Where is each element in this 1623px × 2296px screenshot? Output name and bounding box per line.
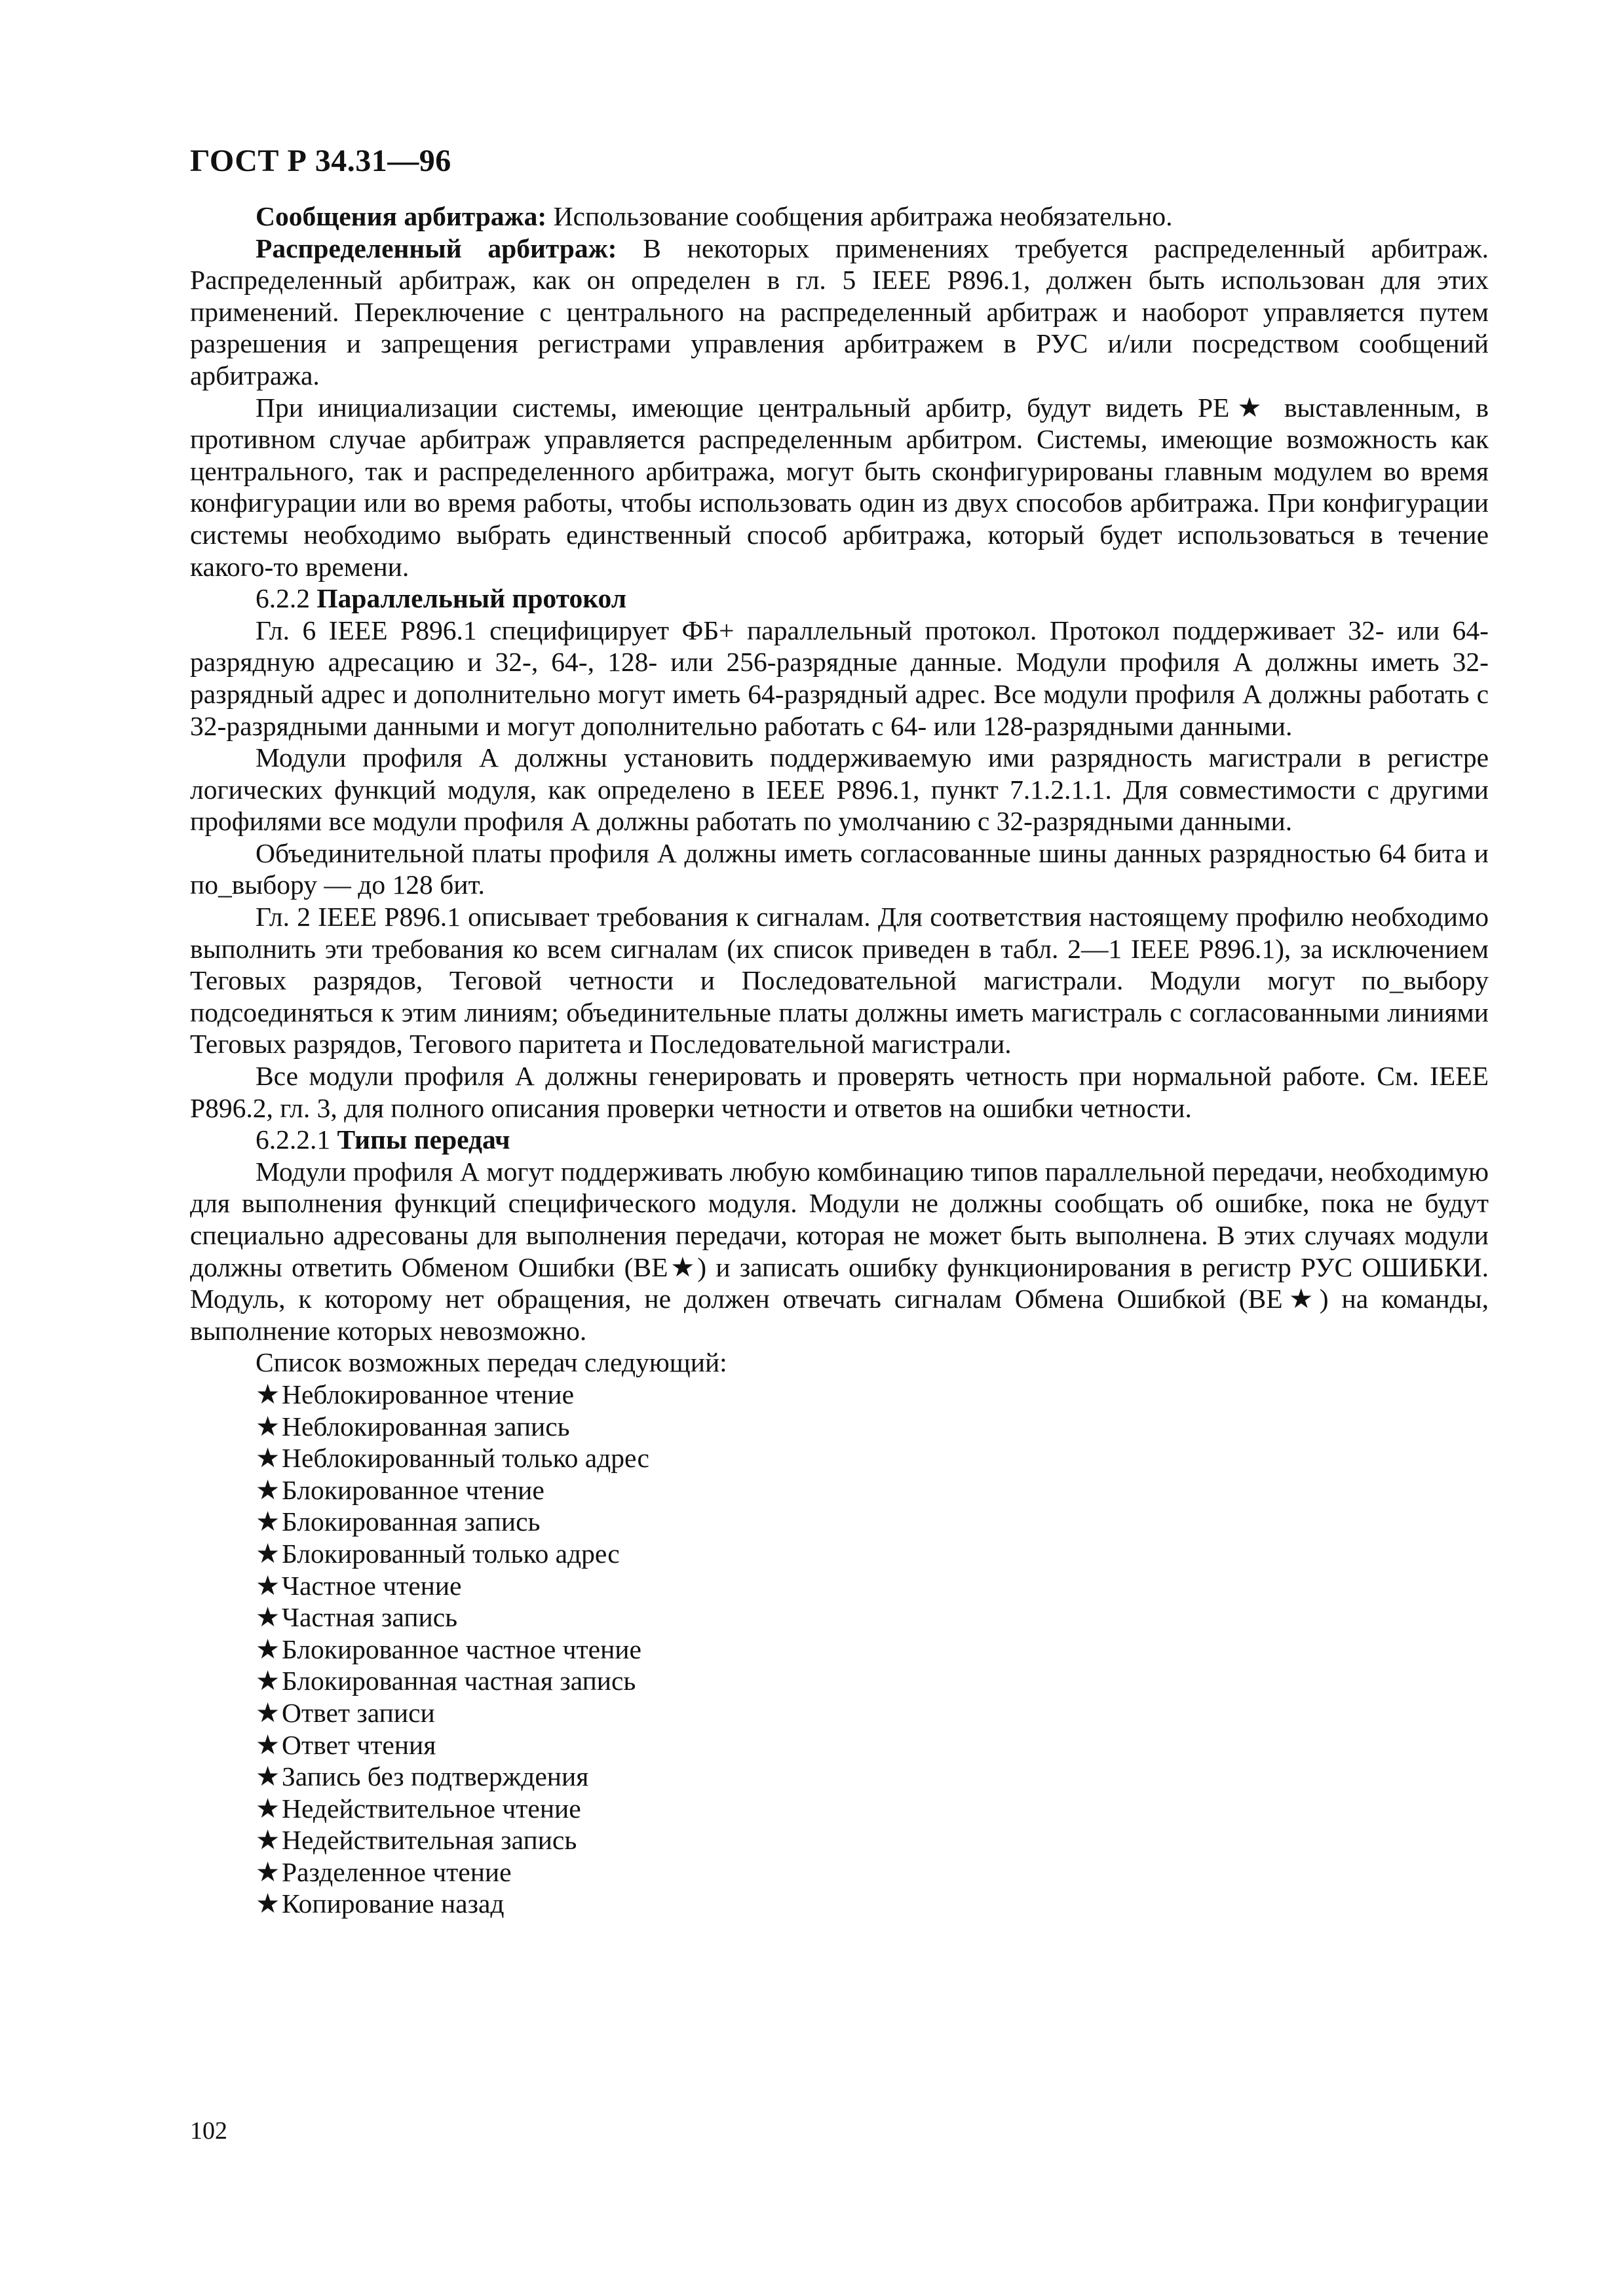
- paragraph-text: В некоторых применениях требуется распределенный арбитраж. Распределенный арбитраж, как он определен в гл. 5 IEEE P896.1, должен быть использован для этих применений. Переключение с центрального на распределенный арбитраж и наоборот управляется путем разрешения и запрещения регистрами управления арбитражем в РУС и/или посредством сообщений арбитража.: [190, 233, 1489, 391]
- star-bullet-icon: ★: [256, 1729, 280, 1760]
- paragraph-parallel-protocol: Гл. 6 IEEE P896.1 специфицирует ФБ+ параллельный протокол. Протокол поддерживает 32- или 64-разрядную адресацию и 32-, 64-, 128- или 256-разрядные данные. Модули профиля А должны иметь 32-разрядный адрес и дополнительно могут иметь 64-разрядный адрес. Все модули профиля А должны работать с 32-разрядными данными и могут дополнительно работать с 64- или 128-разрядными данными.: [190, 615, 1489, 741]
- section-heading-6-2-2-1: [190, 1124, 1489, 1156]
- star-bullet-icon: ★: [256, 1888, 280, 1919]
- star-bullet-icon: ★: [256, 1570, 280, 1601]
- section-number: 6.2.2: [256, 583, 317, 614]
- list-item: ★Неблокированная запись: [256, 1411, 570, 1442]
- section-number: 6.2.2.1: [256, 1124, 337, 1155]
- list-item: ★Частное чтение: [256, 1570, 462, 1601]
- star-bullet-icon: ★: [256, 1443, 280, 1474]
- star-bullet-icon: ★: [256, 1666, 280, 1696]
- page-number: 102: [190, 2117, 227, 2145]
- paragraph-bus-width: Модули профиля А должны установить поддерживаемую ими разрядность магистрали в регистре логических функций модуля, как определено в IEEE P896.1, пункт 7.1.2.1.1. Для совместимости с другими профилями все модули профиля А должны работать по умолчанию с 32-разрядными данными.: [190, 742, 1489, 837]
- paragraph-system-init: При инициализации системы, имеющие центральный арбитр, будут видеть PE★ выставленным, в противном случае арбитраж управляется распределенным арбитром. Системы, имеющие возможность как центрального, так и распределенного арбитража, могут быть сконфигурированы главным модулем во время конфигурации или во время работы, чтобы использовать один из двух способов арбитража. При конфигурации системы необходимо выбрать единственный способ арбитража, который будет использоваться в течение какого-то времени.: [190, 392, 1489, 582]
- paragraph-text: Использование сообщения арбитража необязательно.: [546, 201, 1173, 231]
- star-bullet-icon: ★: [256, 1474, 280, 1505]
- list-item: ★Недействительное чтение: [256, 1793, 581, 1824]
- paragraph-signals: Гл. 2 IEEE P896.1 описывает требования к сигналам. Для соответствия настоящему профилю необходимо выполнить эти требования ко всем сигналам (их список приведен в табл. 2—1 IEEE P896.1), за исключением Теговых разрядов, Теговой четности и Последовательной магистрали. Модули могут по_выбору подсоединяться к этим линиям; объединительные платы должны иметь магистраль с согласованными линиями Теговых разрядов, Тегового паритета и Последовательной магистрали.: [190, 902, 1489, 1060]
- list-item: ★Запись без подтверждения: [256, 1761, 589, 1792]
- list-item: ★Блокированная запись: [256, 1506, 541, 1537]
- section-title: Параллельный протокол: [316, 583, 627, 614]
- list-item: ★Неблокированное чтение: [256, 1379, 575, 1409]
- page-header-standard: ГОСТ Р 34.31—96: [190, 144, 451, 178]
- transfer-type-list: [190, 1379, 1489, 1920]
- list-item: ★Копирование назад: [256, 1888, 505, 1919]
- star-bullet-icon: ★: [256, 1793, 280, 1824]
- star-bullet-icon: ★: [256, 1825, 280, 1856]
- paragraph-transfer-types: Модули профиля А могут поддерживать любую комбинацию типов параллельной передачи, необходимую для выполнения функций специфического модуля. Модули не должны сообщать об ошибке, пока не будут специально адресованы для выполнения передачи, которая не может быть выполнена. В этих случаях модули должны ответить Обменом Ошибки (BE★) и записать ошибку функционирования в регистр РУС ОШИБКИ. Модуль, к которому нет обращения, не должен отвечать сигналам Обмена Ошибкой (BE★) на команды, выполнение которых невозможно.: [190, 1156, 1489, 1346]
- star-bullet-icon: ★: [256, 1411, 280, 1442]
- star-bullet-icon: ★: [256, 1602, 280, 1633]
- star-bullet-icon: ★: [256, 1856, 280, 1887]
- list-item: ★Неблокированный только адрес: [256, 1443, 649, 1474]
- list-item: ★Блокированный только адрес: [256, 1538, 620, 1569]
- star-bullet-icon: ★: [256, 1379, 280, 1409]
- star-bullet-icon: ★: [256, 1506, 280, 1537]
- list-item: ★Частная запись: [256, 1602, 458, 1633]
- list-item: ★Ответ чтения: [256, 1729, 436, 1760]
- list-item: ★Блокированное частное чтение: [256, 1634, 641, 1664]
- star-bullet-icon: ★: [256, 1634, 280, 1664]
- list-item: ★Разделенное чтение: [256, 1856, 512, 1887]
- term-arbitration-messages: Сообщения арбитража:: [256, 201, 547, 231]
- star-bullet-icon: ★: [256, 1697, 280, 1728]
- paragraph-backplane: Объединительной платы профиля А должны иметь согласованные шины данных разрядностью 64 бита и по_выбору — до 128 бит.: [190, 837, 1489, 900]
- star-bullet-icon: ★: [256, 1761, 280, 1792]
- paragraph-list-intro: Список возможных передач следующий:: [256, 1347, 727, 1378]
- paragraph-parity: Все модули профиля А должны генерировать и проверять четность при нормальной работе. См. IEEE P896.2, гл. 3, для полного описания проверки четности и ответов на ошибки четности.: [190, 1061, 1489, 1123]
- list-item: ★Ответ записи: [256, 1697, 435, 1728]
- paragraph-distributed-arbitration: [190, 233, 1489, 392]
- body-text: [190, 201, 1489, 1920]
- section-title: Типы передач: [337, 1124, 510, 1155]
- list-item: ★Блокированное чтение: [256, 1474, 544, 1505]
- list-item: ★Недействительная запись: [256, 1825, 577, 1856]
- section-heading-6-2-2: [190, 583, 1489, 615]
- star-bullet-icon: ★: [256, 1538, 280, 1569]
- term-distributed-arbitration: Распределенный арбитраж:: [256, 233, 617, 263]
- list-item: ★Блокированная частная запись: [256, 1666, 636, 1696]
- paragraph-arbitration-messages: [190, 201, 1489, 233]
